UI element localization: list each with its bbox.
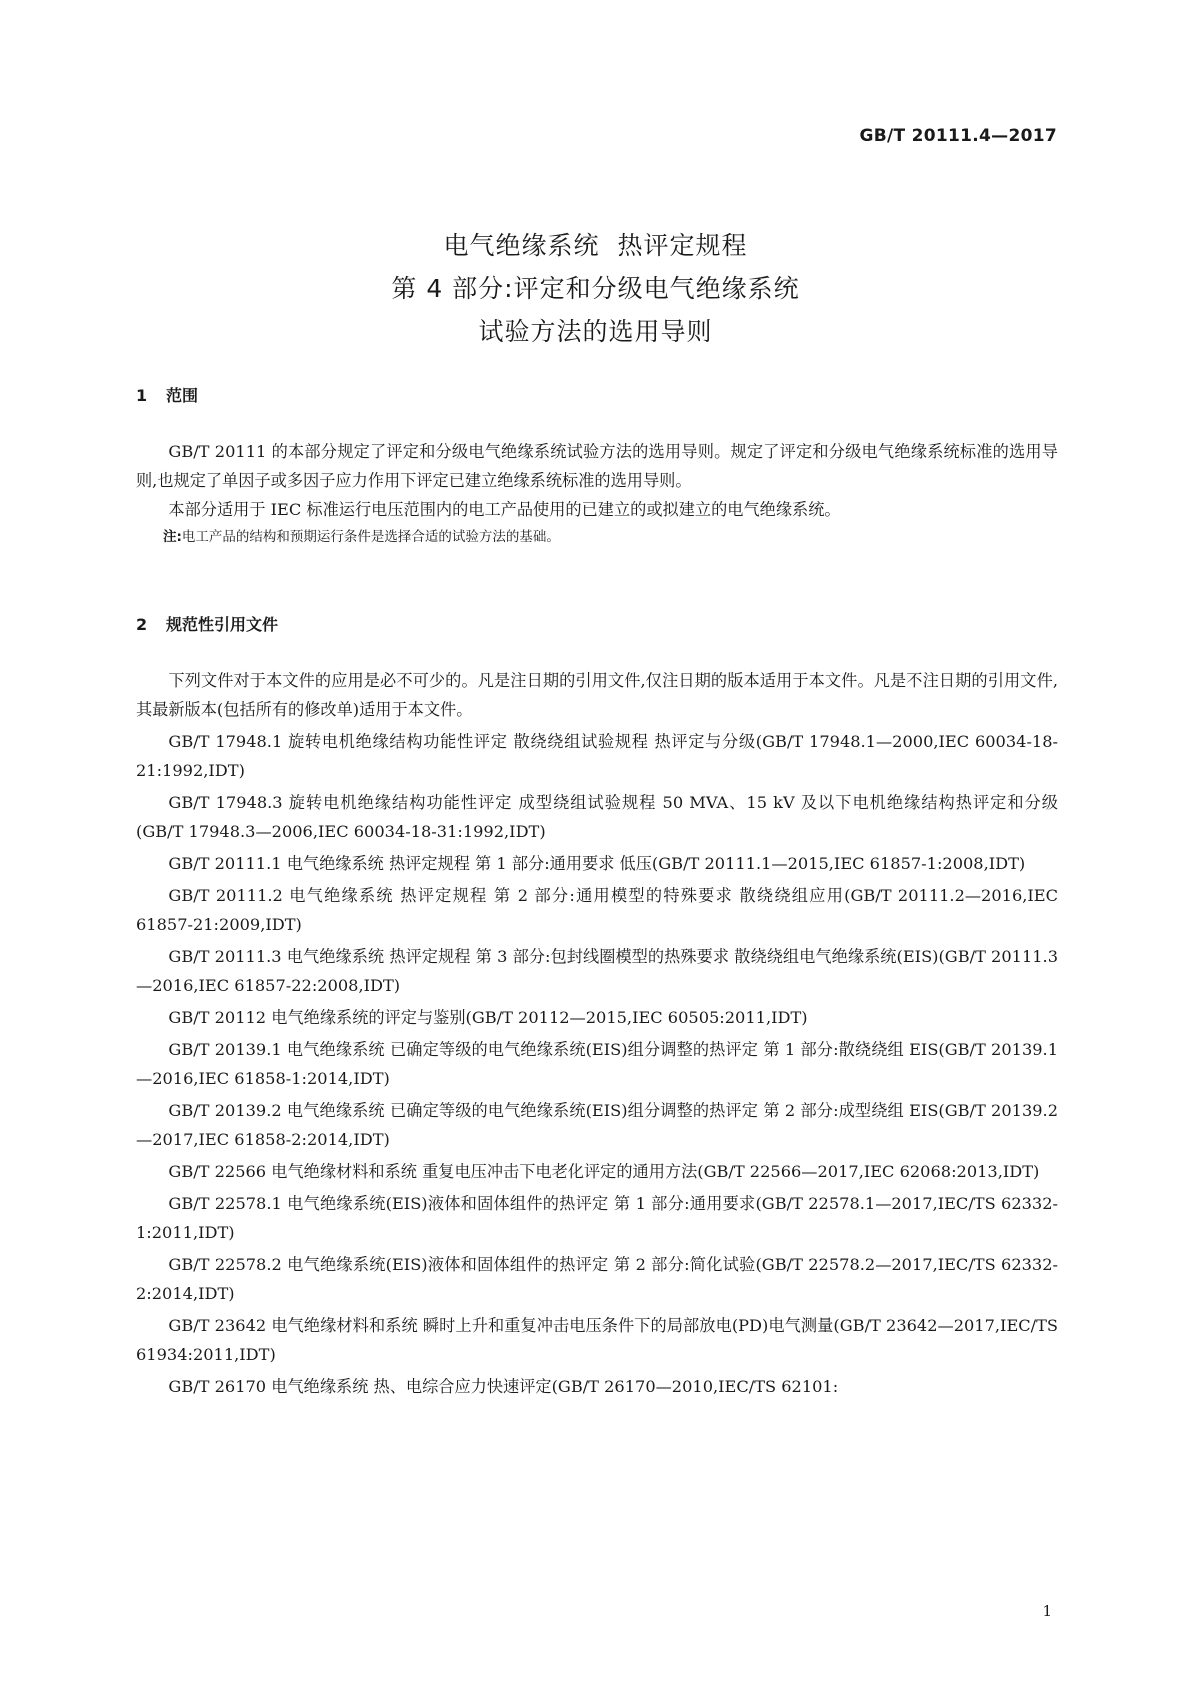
document-title: [0, 224, 1191, 353]
title-line-2: 第 4 部分:评定和分级电气绝缘系统: [391, 274, 800, 303]
reference-item: GB/T 20111.2 电气绝缘系统 热评定规程 第 2 部分:通用模型的特殊要求 散绕绕组应用(GB/T 20111.2—2016,IEC 61857-21:2009,IDT): [136, 886, 1058, 934]
section-1-body: [136, 437, 1058, 550]
reference-item: GB/T 20111.1 电气绝缘系统 热评定规程 第 1 部分:通用要求 低压(GB/T 20111.1—2015,IEC 61857-1:2008,IDT): [168, 854, 1026, 873]
reference-item: GB/T 17948.3 旋转电机绝缘结构功能性评定 成型绕组试验规程 50 MVA、15 kV 及以下电机绝缘结构热评定和分级(GB/T 17948.3—2006,IEC 60034-18-31:1992,IDT): [136, 793, 1058, 841]
scope-paragraph-1: GB/T 20111 的本部分规定了评定和分级电气绝缘系统试验方法的选用导则。规定了评定和分级电气绝缘系统标准的选用导则,也规定了单因子或多因子应力作用下评定已建立绝缘系统标准的选用导则。: [136, 442, 1058, 490]
reference-item: GB/T 20139.1 电气绝缘系统 已确定等级的电气绝缘系统(EIS)组分调整的热评定 第 1 部分:散绕绕组 EIS(GB/T 20139.1—2016,IEC 61858-1:2014,IDT): [136, 1040, 1058, 1088]
reference-item: GB/T 22566 电气绝缘材料和系统 重复电压冲击下电老化评定的通用方法(GB/T 22566—2017,IEC 62068:2013,IDT): [168, 1162, 1040, 1181]
reference-item: GB/T 17948.1 旋转电机绝缘结构功能性评定 散绕绕组试验规程 热评定与分级(GB/T 17948.1—2000,IEC 60034-18-21:1992,IDT): [136, 732, 1058, 780]
reference-item: GB/T 23642 电气绝缘材料和系统 瞬时上升和重复冲击电压条件下的局部放电(PD)电气测量(GB/T 23642—2017,IEC/TS 61934:2011,IDT): [136, 1316, 1058, 1364]
section-1-number: 1: [136, 386, 148, 405]
title-line-3: 试验方法的选用导则: [478, 317, 713, 346]
title-line-1: 电气绝缘系统 热评定规程: [443, 231, 748, 260]
reference-item: GB/T 20139.2 电气绝缘系统 已确定等级的电气绝缘系统(EIS)组分调整的热评定 第 2 部分:成型绕组 EIS(GB/T 20139.2—2017,IEC 61858-2:2014,IDT): [136, 1101, 1058, 1149]
section-2-heading: [136, 612, 278, 635]
references-intro: 下列文件对于本文件的应用是必不可少的。凡是注日期的引用文件,仅注日期的版本适用于本文件。凡是不注日期的引用文件,其最新版本(包括所有的修改单)适用于本文件。: [136, 671, 1058, 719]
note-text: 电工产品的结构和预期运行条件是选择合适的试验方法的基础。: [181, 529, 560, 545]
scope-note: [136, 524, 1058, 550]
reference-item: GB/T 22578.2 电气绝缘系统(EIS)液体和固体组件的热评定 第 2 部分:简化试验(GB/T 22578.2—2017,IEC/TS 62332-2:2014,IDT): [136, 1255, 1058, 1303]
reference-item: GB/T 26170 电气绝缘系统 热、电综合应力快速评定(GB/T 26170—2010,IEC/TS 62101:: [168, 1377, 839, 1396]
standard-code-header: GB/T 20111.4—2017: [859, 126, 1057, 146]
section-1-title: 范围: [166, 386, 199, 405]
note-label: 注:: [163, 529, 182, 545]
reference-item: GB/T 20112 电气绝缘系统的评定与鉴别(GB/T 20112—2015,IEC 60505:2011,IDT): [168, 1008, 808, 1027]
reference-item: GB/T 20111.3 电气绝缘系统 热评定规程 第 3 部分:包封线圈模型的热殊要求 散绕绕组电气绝缘系统(EIS)(GB/T 20111.3—2016,IEC 61857-22:2008,IDT): [136, 947, 1058, 995]
section-2-title: 规范性引用文件: [166, 615, 279, 634]
section-2-number: 2: [136, 615, 148, 634]
section-1-heading: [136, 383, 198, 406]
reference-item: GB/T 22578.1 电气绝缘系统(EIS)液体和固体组件的热评定 第 1 部分:通用要求(GB/T 22578.1—2017,IEC/TS 62332-1:2011,IDT): [136, 1194, 1058, 1242]
page-number: 1: [1042, 1602, 1052, 1620]
section-2-body: [136, 666, 1058, 1404]
scope-paragraph-2: 本部分适用于 IEC 标准运行电压范围内的电工产品使用的已建立的或拟建立的电气绝缘系统。: [168, 500, 841, 519]
